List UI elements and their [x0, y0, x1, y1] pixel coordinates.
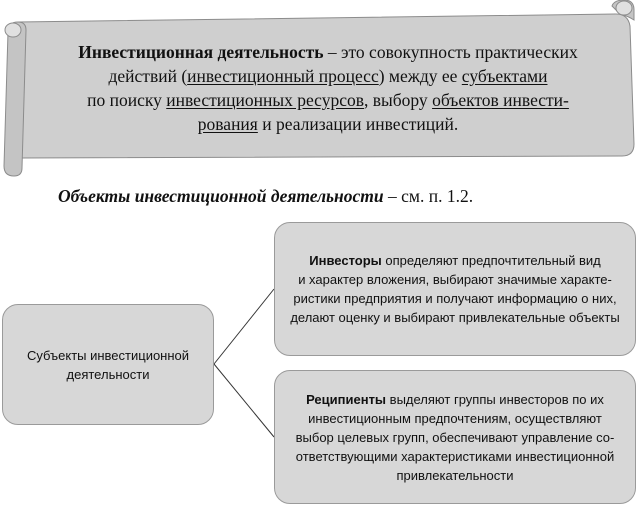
recipients-line-1	[296, 390, 615, 409]
definition-line4-b: и реализации инвестиций.	[257, 114, 459, 134]
recipients-line1-rest: выделяют группы инвесторов по их	[386, 391, 604, 407]
definition-line2-b: ) между ее	[378, 66, 462, 86]
subjects-line-1: Субъекты инвестиционной	[26, 347, 190, 363]
link-subjects: субъектами	[461, 66, 548, 86]
connector-to-investors	[214, 289, 274, 364]
investors-box	[274, 222, 636, 356]
definition-line1-rest: – это совокупность практических	[323, 42, 578, 62]
investors-line1-rest: определяют предпочтительный вид	[381, 253, 601, 268]
subjects-box	[2, 304, 214, 425]
investors-line-3: ристики предприятия и получают информацию о них,	[293, 291, 617, 306]
investors-line-4: делают оценку и выбирают привлекательные объекты	[290, 310, 620, 325]
definition-term: Инвестиционная деятельность	[78, 42, 324, 62]
recipients-box	[274, 370, 636, 504]
recipients-line-3: выбор целевых групп, обеспечивают управление со-	[295, 429, 615, 445]
investors-term: Инвесторы	[309, 253, 382, 268]
link-investment-resources: инвестиционных ресурсов	[166, 90, 364, 110]
recipients-line-5: привлекательности	[396, 467, 514, 483]
investors-line-2: и характер вложения, выбирают значимые характе-	[298, 272, 612, 287]
recipients-line-2: инвестиционным предпочтениям, осуществляют	[308, 410, 602, 426]
definition-line2-a: действий (	[108, 66, 188, 86]
subjects-line-2: деятельности	[66, 366, 150, 382]
definition-line3-a: по поиску	[87, 90, 167, 110]
recipients-term: Реципиенты	[306, 391, 387, 407]
link-investment-objects-cont: рования	[197, 114, 258, 134]
definition-line3-b: , выбору	[363, 90, 433, 110]
link-investment-objects: объектов инвести-	[432, 90, 569, 110]
recipients-line-4: ответствующими характеристиками инвестиционной	[295, 448, 615, 464]
link-investment-process: инвестиционный процесс	[187, 66, 379, 86]
connector-to-recipients	[214, 364, 274, 437]
objects-term: Объекты инвестиционной деятельности	[58, 186, 384, 206]
objects-rest: – см. п. 1.2.	[383, 186, 474, 206]
investors-line-1	[290, 251, 619, 270]
